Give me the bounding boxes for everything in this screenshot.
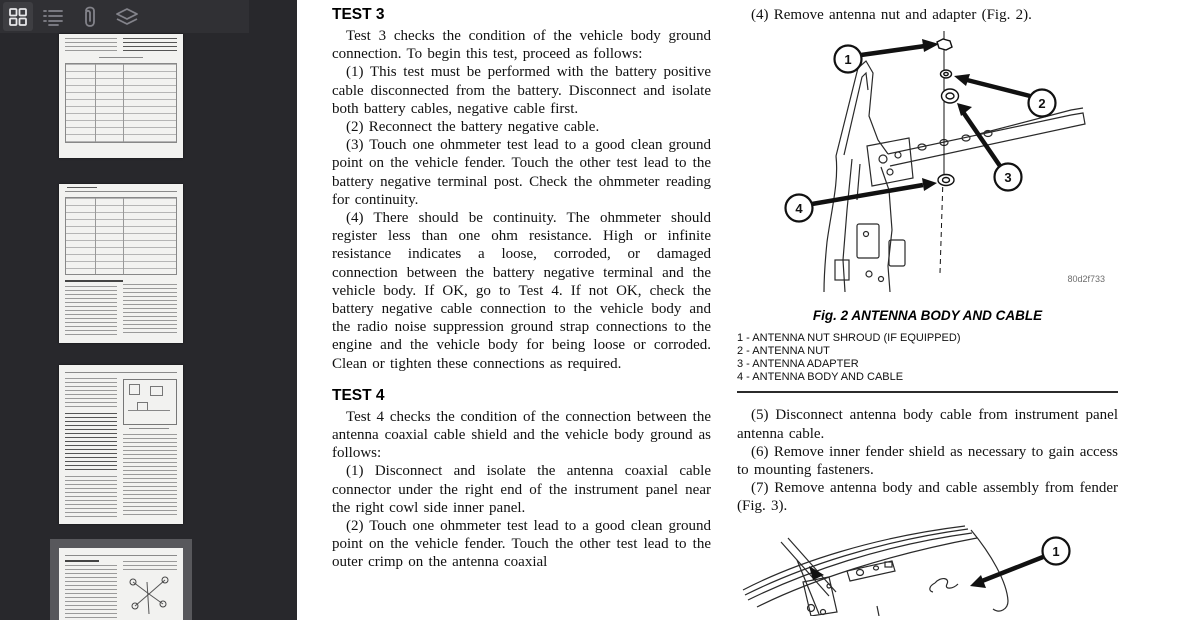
svg-text:1: 1 <box>1051 543 1060 559</box>
document-page <box>297 0 1185 620</box>
grid-icon <box>8 7 28 27</box>
svg-text:3: 3 <box>1003 170 1012 186</box>
legend-item: 1 - ANTENNA NUT SHROUD (IF EQUIPPED) <box>737 332 961 345</box>
section-rule <box>737 391 1118 393</box>
page-thumbnail-3[interactable] <box>59 365 183 524</box>
test4-heading: TEST 4 <box>332 386 385 404</box>
thumbnails-button[interactable] <box>3 2 33 31</box>
page-thumbnail-2[interactable] <box>59 184 183 343</box>
test3-heading: TEST 3 <box>332 6 385 23</box>
selected-thumbnail-frame <box>50 539 192 620</box>
paragraph: (1) This test must be performed with the battery positive cable disconnected from the battery. Disconnect and isolate both battery cables, negative cable first. <box>332 64 711 117</box>
list-icon <box>42 7 64 27</box>
fender-sketch <box>743 526 1008 616</box>
paragraph: Test 3 checks the condition of the vehicle body ground connection. To begin this test, proceed as follows: <box>332 28 711 63</box>
legend-item: 4 - ANTENNA BODY AND CABLE <box>737 371 904 384</box>
outline-button[interactable] <box>38 2 68 31</box>
paragraph: (4) Remove antenna nut and adapter (Fig. 2). <box>751 7 1032 23</box>
figure-2-antenna-body-diagram <box>739 28 1117 294</box>
page-thumbnail-1[interactable] <box>59 34 183 158</box>
paragraph: (2) Touch one ohmmeter test lead to a good clean ground point on the vehicle fender. Touch the other test lead to the outer crimp on the antenna coaxial <box>332 518 711 571</box>
paragraph: (4) There should be continuity. The ohmmeter should register less than one ohm resistance. High or infinite resistance indicates a loose, corroded, or damaged connection between the battery negative terminal and the vehicle body. If OK, go to Test 4. If not OK, check the battery negative cable connection to the vehicle body and the radio noise suppression ground strap connections to the engine and the vehicle body for being loose or corroded. Clean or tighten these connections as required. <box>332 210 711 372</box>
left-column <box>332 0 711 572</box>
figure-2-callouts <box>785 39 1055 222</box>
paragraph: (6) Remove inner fender shield as necessary to gain access to mounting fasteners. <box>737 443 1118 479</box>
figure-2-legend <box>737 332 1118 384</box>
svg-text:2: 2 <box>1037 96 1046 112</box>
figure-3-callouts <box>970 537 1070 588</box>
page-thumbnail-4[interactable] <box>59 548 183 620</box>
legend-item: 3 - ANTENNA ADAPTER <box>737 358 859 371</box>
thumbnail-panel <box>0 0 297 620</box>
figure-2-code: 80d2f733 <box>1066 274 1105 285</box>
legend-item: 2 - ANTENNA NUT <box>737 345 830 358</box>
figure-3-fender-diagram <box>739 524 1117 616</box>
paragraph: (2) Reconnect the battery negative cable. <box>346 119 600 136</box>
paragraph: Test 4 checks the condition of the connection between the antenna coaxial cable shield and the vehicle body ground as follows: <box>332 408 711 462</box>
right-column <box>737 0 1118 616</box>
paragraph: (7) Remove antenna body and cable assembly from fender (Fig. 3). <box>737 480 1118 515</box>
layers-button[interactable] <box>112 2 142 31</box>
sidebar-toolbar <box>0 0 249 33</box>
antenna-nut-shroud <box>937 39 952 50</box>
svg-text:1: 1 <box>843 52 852 68</box>
svg-text:4: 4 <box>794 201 803 217</box>
layers-icon <box>115 7 139 27</box>
mini-figure-sketch <box>125 574 175 618</box>
attachments-button[interactable] <box>75 2 105 31</box>
figure-2-caption: Fig. 2 ANTENNA BODY AND CABLE <box>812 308 1043 324</box>
paperclip-icon <box>80 6 100 28</box>
paragraph: (5) Disconnect antenna body cable from instrument panel antenna cable. <box>737 407 1118 442</box>
paragraph: (1) Disconnect and isolate the antenna coaxial cable connector under the right end of the instrument panel near the right cowl side inner panel. <box>332 463 711 516</box>
paragraph: (3) Touch one ohmmeter test lead to a good clean ground point on the vehicle fender. Touch the other test lead to the battery negative terminal post. Check the ohmmeter reading for continuity. <box>332 137 711 208</box>
